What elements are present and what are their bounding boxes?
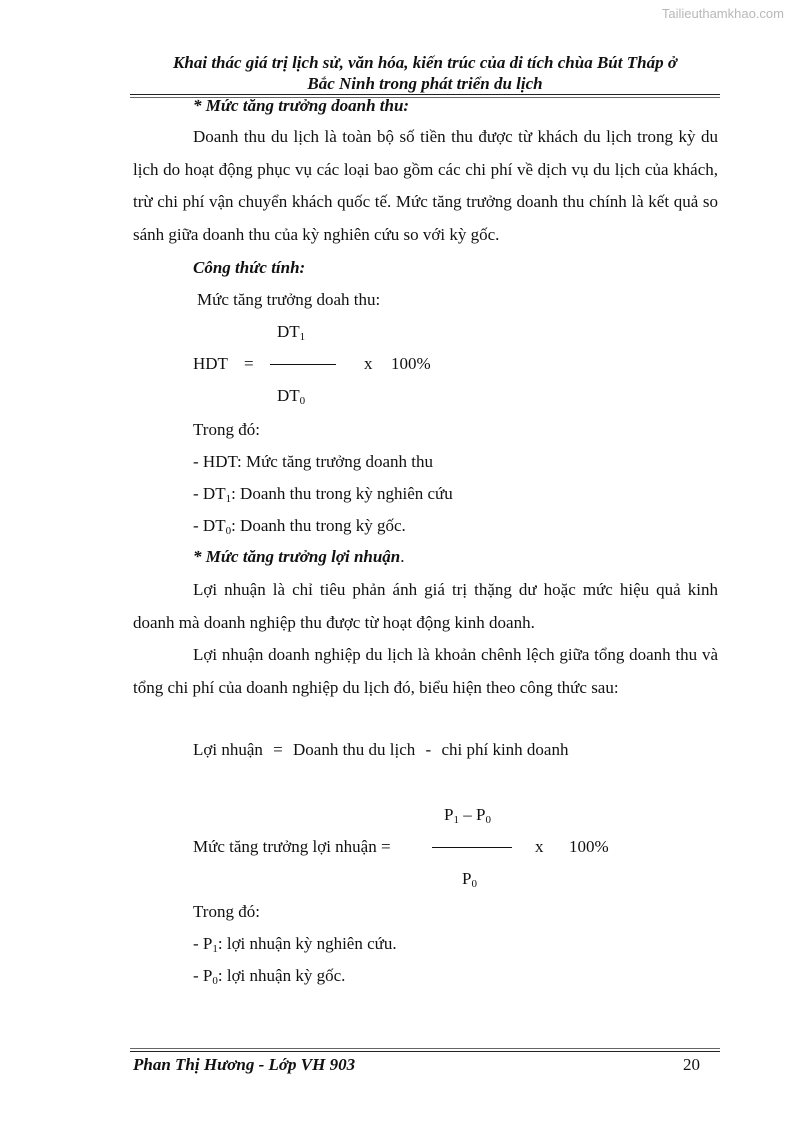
- header-title-line1: Khai thác giá trị lịch sử, văn hóa, kiến trúc của di tích chùa Bút Tháp ở: [173, 53, 677, 72]
- formula1-numerator-sub: 1: [299, 331, 306, 343]
- where-label-2: Trong đó:: [193, 902, 260, 921]
- formula1-numerator: [277, 322, 305, 343]
- definition-p1-text: : lợi nhuận kỳ nghiên cứu.: [217, 934, 397, 953]
- formula1-lhs: HDT: [193, 354, 228, 373]
- formula2-times: x: [535, 837, 544, 856]
- formula1-equals: =: [244, 354, 254, 373]
- formula2-num-s2: 0: [485, 814, 491, 826]
- definition-p1: [193, 934, 397, 955]
- where-label-1: Trong đó:: [193, 420, 260, 439]
- formula2-lhs: Mức tăng trưởng lợi nhuận =: [193, 837, 391, 856]
- definition-dt0: [193, 516, 406, 537]
- page-number: 20: [683, 1055, 700, 1074]
- footer-divider: [130, 1048, 720, 1049]
- definition-p0-prefix: - P: [193, 966, 213, 985]
- formula2-percent: 100%: [569, 837, 609, 856]
- profit-equation-term2: chi phí kinh doanh: [441, 740, 569, 759]
- formula1-times: x: [364, 354, 373, 373]
- header-title-line2: Bắc Ninh trong phát triển du lịch: [307, 74, 543, 93]
- formula2-den-s: 0: [471, 878, 477, 890]
- profit-equation-minus: -: [425, 740, 432, 759]
- formula2-numerator: [444, 805, 491, 826]
- formula1-denominator: [277, 386, 305, 407]
- formula2-num-p1: P: [444, 805, 454, 824]
- definition-dt1: [193, 484, 453, 505]
- formula-intro: Mức tăng trưởng doah thu:: [197, 290, 381, 309]
- paragraph-profit-1: Lợi nhuận là chỉ tiêu phản ánh giá trị thặng dư hoặc mức hiệu quả kinh doanh mà doanh nghiệp thu được từ hoạt động kinh doanh.: [133, 580, 718, 632]
- formula1-numerator-base: DT: [277, 322, 300, 341]
- definition-p1-sub: 1: [212, 943, 218, 955]
- definition-p0-sub: 0: [212, 975, 218, 987]
- section-heading-profit-dot: .: [400, 547, 405, 566]
- definition-dt1-prefix: - DT: [193, 484, 226, 503]
- formula1-denominator-base: DT: [277, 386, 300, 405]
- header-divider: [130, 94, 720, 95]
- formula2-num-s1: 1: [453, 814, 459, 826]
- section-heading-profit: [193, 547, 405, 567]
- formula1-denominator-sub: 0: [299, 395, 306, 407]
- profit-equation-lhs: Lợi nhuận: [193, 740, 263, 759]
- definition-p1-prefix: - P: [193, 934, 213, 953]
- formula2-fraction-line: [432, 847, 512, 848]
- footer-divider-thick: [130, 1051, 720, 1052]
- definition-dt1-text: : Doanh thu trong kỳ nghiên cứu: [231, 484, 453, 503]
- formula2-denominator: [462, 869, 477, 890]
- formula1-percent: 100%: [391, 354, 431, 373]
- definition-p0: [193, 966, 345, 987]
- section-heading-revenue: * Mức tăng trưởng doanh thu:: [193, 96, 410, 115]
- formula1-fraction-line: [270, 364, 336, 365]
- definition-dt1-sub: 1: [225, 493, 232, 505]
- paragraph-revenue: Doanh thu du lịch là toàn bộ số tiền thu được từ khách du lịch trong kỳ du lịch do hoạt động phục vụ các loại bao gồm các chi phí về dịch vụ du lịch của khách, trừ chi phí vận chuyển khách quốc tế. Mức tăng trưởng doanh thu chính là kết quả so sánh giữa doanh thu của kỳ nghiên cứu so với kỳ gốc.: [133, 127, 718, 244]
- formula2-den-p: P: [462, 869, 472, 888]
- definition-hdt: - HDT: Mức tăng trưởng doanh thu: [193, 452, 433, 471]
- footer-author: Phan Thị Hương - Lớp VH 903: [133, 1055, 356, 1074]
- profit-equation: [193, 740, 568, 760]
- profit-equation-term1: Doanh thu du lịch: [293, 740, 416, 759]
- formula2-num-op: – P: [458, 805, 486, 824]
- definition-p0-text: : lợi nhuận kỳ gốc.: [217, 966, 346, 985]
- section-heading-profit-text: * Mức tăng trưởng lợi nhuận: [193, 547, 401, 566]
- paragraph-profit-2: Lợi nhuận doanh nghiệp du lịch là khoản chênh lệch giữa tổng doanh thu và tổng chi phí của doanh nghiệp du lịch đó, biểu hiện theo công thức sau:: [133, 645, 718, 697]
- profit-equation-eq: =: [273, 740, 283, 759]
- page-header: [130, 52, 720, 94]
- watermark: Tailieuthamkhao.com: [661, 6, 784, 21]
- definition-dt0-sub: 0: [225, 525, 232, 537]
- definition-dt0-text: : Doanh thu trong kỳ gốc.: [231, 516, 406, 535]
- definition-dt0-prefix: - DT: [193, 516, 226, 535]
- formula-heading: Công thức tính:: [193, 258, 306, 277]
